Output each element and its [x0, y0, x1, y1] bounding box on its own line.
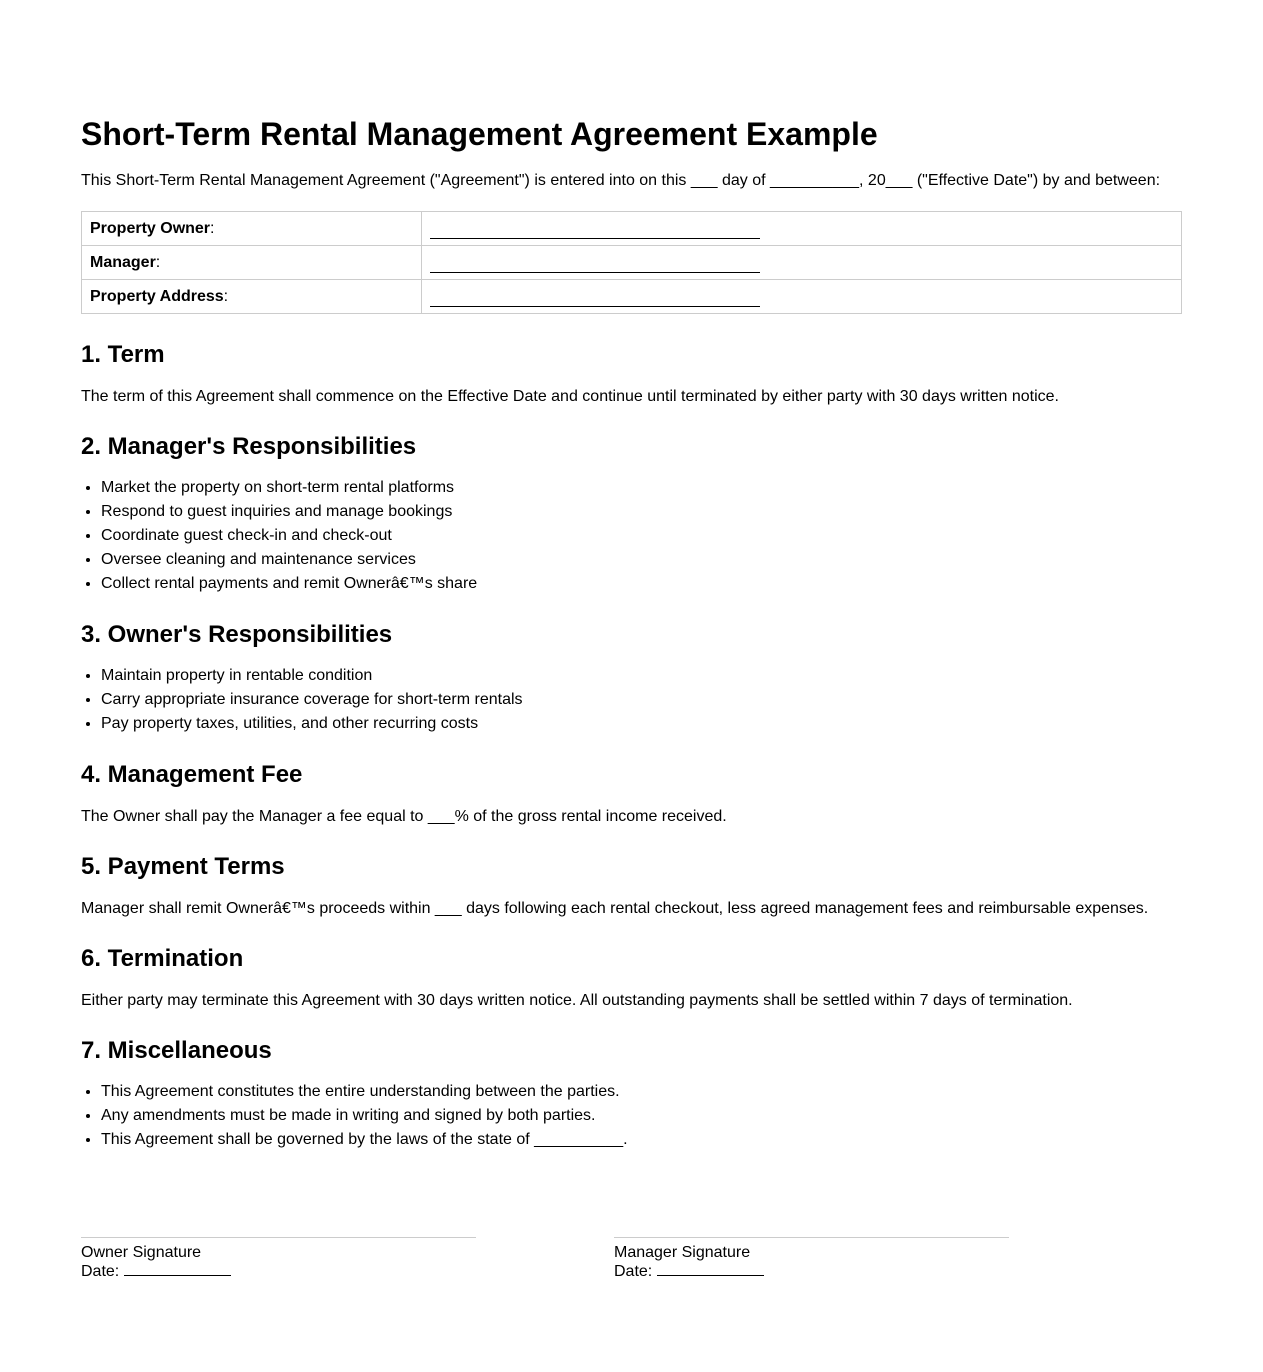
- list-item: • This Agreement constitutes the entire understanding between the parties.: [101, 1080, 628, 1104]
- section-heading-miscellaneous: 7. Miscellaneous: [81, 1037, 272, 1064]
- owner-date-label: Date:: [81, 1263, 124, 1280]
- property-address-blank[interactable]: [430, 292, 760, 307]
- miscellaneous-list: [81, 1080, 628, 1152]
- manager-responsibilities-list: [81, 476, 477, 596]
- list-item: • Any amendments must be made in writing and signed by both parties.: [101, 1104, 628, 1128]
- manager-date-row: [614, 1262, 1009, 1281]
- party-value-cell[interactable]: [422, 212, 1182, 246]
- term-text: The term of this Agreement shall commence on the Effective Date and continue until terminated by either party with 30 days written notice.: [81, 388, 1059, 405]
- section-heading-owner-responsibilities: 3. Owner's Responsibilities: [81, 621, 393, 648]
- management-fee-text: The Owner shall pay the Manager a fee equal to ___% of the gross rental income received.: [81, 808, 727, 825]
- table-row: [82, 212, 1182, 246]
- list-item: • Collect rental payments and remit Ownerâ€™s share: [101, 572, 477, 596]
- section-heading-payment-terms: 5. Payment Terms: [81, 853, 285, 880]
- label-colon: :: [210, 219, 215, 237]
- section-heading-management-fee: 4. Management Fee: [81, 761, 303, 788]
- party-label: Manager: [90, 253, 156, 271]
- section-heading-term: 1. Term: [81, 341, 165, 368]
- manager-blank[interactable]: [430, 258, 760, 273]
- intro-paragraph: This Short-Term Rental Management Agreement ("Agreement") is entered into on this ___ day of __________, 20___ ("Effective Date") by and between:: [81, 172, 1161, 189]
- label-colon: :: [155, 253, 161, 271]
- list-item: • Pay property taxes, utilities, and other recurring costs: [101, 712, 523, 736]
- manager-date-label: Date:: [614, 1263, 657, 1280]
- owner-signature-label: Owner Signature: [81, 1244, 202, 1261]
- list-item: • Carry appropriate insurance coverage for short-term rentals: [101, 688, 523, 712]
- label-colon: :: [223, 287, 229, 305]
- parties-table: [81, 211, 1182, 314]
- owner-signature-block[interactable]: [81, 1237, 476, 1281]
- party-value-cell[interactable]: [422, 246, 1182, 280]
- list-item: • Respond to guest inquiries and manage bookings: [101, 500, 477, 524]
- payment-terms-text: Manager shall remit Ownerâ€™s proceeds within ___ days following each rental checkout, less agreed management fees and reimbursable expenses.: [81, 900, 1149, 917]
- owner-date-row: [81, 1262, 476, 1281]
- manager-signature-block[interactable]: [614, 1237, 1009, 1281]
- termination-text: Either party may terminate this Agreement with 30 days written notice. All outstanding payments shall be settled within 7 days of termination.: [81, 992, 1073, 1009]
- owner-date-blank[interactable]: [124, 1262, 231, 1276]
- list-item: • Coordinate guest check-in and check-out: [101, 524, 477, 548]
- list-item: • Maintain property in rentable condition: [101, 664, 523, 688]
- list-item: • Oversee cleaning and maintenance services: [101, 548, 477, 572]
- party-label-cell: [82, 280, 422, 314]
- manager-signature-label: Manager Signature: [614, 1244, 751, 1261]
- manager-date-blank[interactable]: [657, 1262, 764, 1276]
- party-label-cell: [82, 212, 422, 246]
- party-label: Property Owner: [90, 219, 211, 237]
- list-item: • Market the property on short-term rental platforms: [101, 476, 477, 500]
- owner-responsibilities-list: [81, 664, 523, 736]
- list-item: • This Agreement shall be governed by the laws of the state of __________.: [101, 1128, 628, 1152]
- section-heading-termination: 6. Termination: [81, 945, 244, 972]
- section-heading-manager-responsibilities: 2. Manager's Responsibilities: [81, 433, 417, 460]
- party-label: Property Address: [90, 287, 224, 305]
- document-title: Short-Term Rental Management Agreement Example: [81, 116, 878, 152]
- property-owner-blank[interactable]: [430, 224, 760, 239]
- party-label-cell: [82, 246, 422, 280]
- party-value-cell[interactable]: [422, 280, 1182, 314]
- table-row: [82, 246, 1182, 280]
- table-row: [82, 280, 1182, 314]
